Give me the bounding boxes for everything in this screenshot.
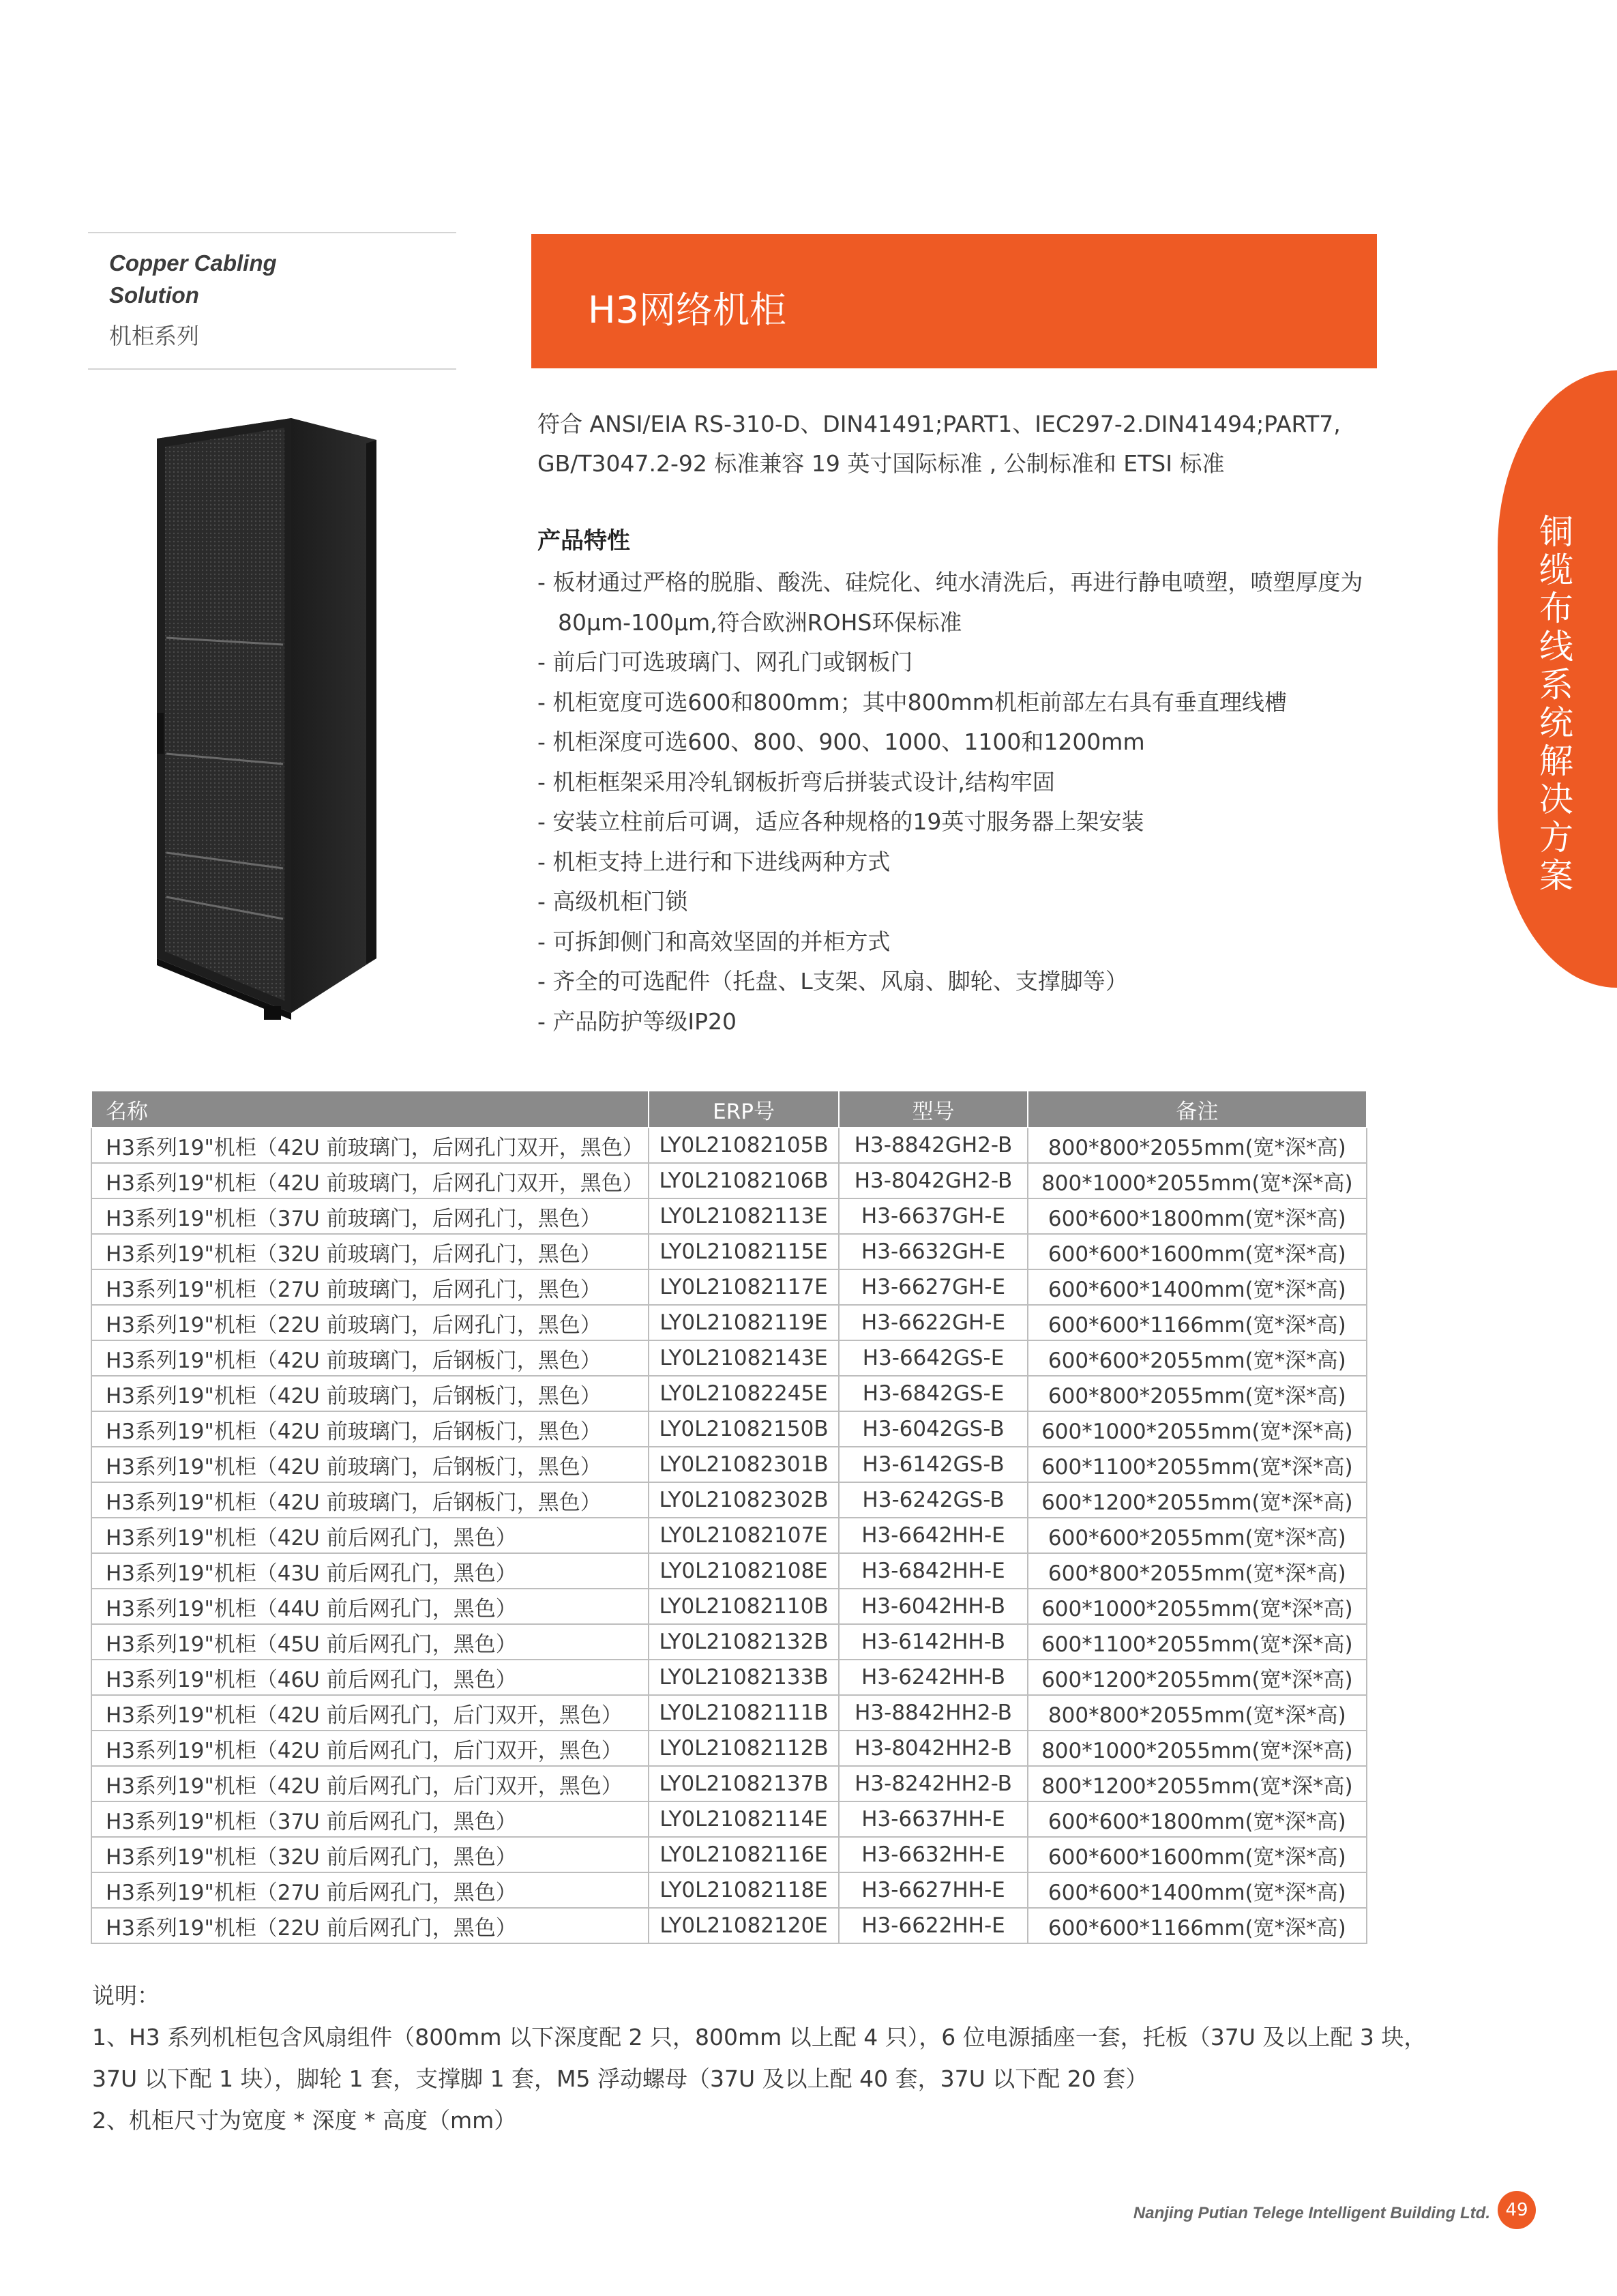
side-tab-char: 统 [1539, 703, 1573, 743]
cell-erp: LY0L21082302B [649, 1482, 840, 1518]
cell-model: H3-6042HH-B [839, 1589, 1027, 1624]
note-line: 1、H3 系列机柜包含风扇组件（800mm 以下深度配 2 只，800mm 以上配 4 只），6 位电源插座一套，托板（37U 及以上配 3 块， [92, 2024, 1427, 2050]
cell-model: H3-6632GH-E [839, 1234, 1027, 1269]
cell-erp: LY0L21082111B [649, 1695, 840, 1731]
cell-model: H3-6642HH-E [839, 1518, 1027, 1553]
cell-note: 600*600*1800mm(宽*深*高) [1028, 1198, 1367, 1234]
cell-name: H3系列19"机柜（37U 前玻璃门，后网孔门，黑色） [91, 1198, 649, 1234]
cell-model: H3-6842HH-E [839, 1553, 1027, 1589]
features-heading: 产品特性 [537, 527, 630, 555]
footer-company: Nanjing Putian Telege Intelligent Building Ltd. [1133, 2204, 1490, 2222]
cell-note: 600*600*1800mm(宽*深*高) [1028, 1801, 1367, 1837]
network-cabinet-image [151, 413, 390, 1020]
cell-erp: LY0L21082105B [649, 1128, 840, 1163]
side-tab-char: 缆 [1539, 550, 1573, 590]
cell-note: 800*1200*2055mm(宽*深*高) [1028, 1766, 1367, 1801]
cell-note: 600*1000*2055mm(宽*深*高) [1028, 1411, 1367, 1447]
cell-erp: LY0L21082301B [649, 1447, 840, 1482]
cell-name: H3系列19"机柜（37U 前后网孔门，黑色） [91, 1801, 649, 1837]
table-row [91, 1340, 1367, 1376]
cell-erp: LY0L21082112B [649, 1731, 840, 1766]
side-section-label [1522, 513, 1590, 895]
standards-line2: GB/T3047.2-92 标准兼容 19 英寸国际标准 , 公制标准和 ETSI 标准 [537, 450, 1225, 477]
cell-model: H3-8042GH2-B [839, 1163, 1027, 1198]
cell-name: H3系列19"机柜（42U 前后网孔门，后门双开，黑色） [91, 1695, 649, 1731]
brand-chinese: 机柜系列 [109, 323, 199, 349]
cell-name: H3系列19"机柜（42U 前玻璃门，后网孔门双开，黑色） [91, 1163, 649, 1198]
spec-table [91, 1090, 1367, 1944]
cell-note: 800*800*2055mm(宽*深*高) [1028, 1128, 1367, 1163]
cell-model: H3-6142GS-B [839, 1447, 1027, 1482]
cell-note: 800*800*2055mm(宽*深*高) [1028, 1695, 1367, 1731]
cell-erp: LY0L21082137B [649, 1766, 840, 1801]
cell-model: H3-6627HH-E [839, 1872, 1027, 1908]
table-row [91, 1766, 1367, 1801]
column-header-model: 型号 [839, 1091, 1027, 1128]
table-row [91, 1482, 1367, 1518]
table-row [91, 1553, 1367, 1589]
cell-name: H3系列19"机柜（44U 前后网孔门，黑色） [91, 1589, 649, 1624]
table-row [91, 1801, 1367, 1837]
table-row [91, 1872, 1367, 1908]
feature-item: - 机柜框架采用冷轧钢板折弯后拼装式设计,结构牢固 [537, 768, 1055, 795]
cell-note: 600*800*2055mm(宽*深*高) [1028, 1553, 1367, 1589]
feature-item: - 可拆卸侧门和高效坚固的并柜方式 [537, 928, 891, 955]
cell-name: H3系列19"机柜（42U 前玻璃门，后钢板门，黑色） [91, 1376, 649, 1411]
cell-model: H3-6637GH-E [839, 1198, 1027, 1234]
table-row [91, 1305, 1367, 1340]
table-row [91, 1234, 1367, 1269]
table-body [91, 1128, 1367, 1943]
cell-name: H3系列19"机柜（32U 前玻璃门，后网孔门，黑色） [91, 1234, 649, 1269]
brand-english [109, 247, 382, 311]
cell-model: H3-8242HH2-B [839, 1766, 1027, 1801]
cell-name: H3系列19"机柜（45U 前后网孔门，黑色） [91, 1624, 649, 1660]
table-row [91, 1411, 1367, 1447]
cell-model: H3-6042GS-B [839, 1411, 1027, 1447]
cell-model: H3-6142HH-B [839, 1624, 1027, 1660]
cell-note: 600*600*2055mm(宽*深*高) [1028, 1518, 1367, 1553]
cell-name: H3系列19"机柜（42U 前玻璃门，后钢板门，黑色） [91, 1447, 649, 1482]
feature-item: - 安装立柱前后可调，适应各种规格的19英寸服务器上架安装 [537, 808, 1144, 835]
cell-name: H3系列19"机柜（43U 前后网孔门，黑色） [91, 1553, 649, 1589]
brand-english-line2: Solution [109, 282, 199, 308]
cell-model: H3-8042HH2-B [839, 1731, 1027, 1766]
cell-note: 600*600*1400mm(宽*深*高) [1028, 1872, 1367, 1908]
table-row [91, 1518, 1367, 1553]
table-row [91, 1447, 1367, 1482]
cell-note: 800*1000*2055mm(宽*深*高) [1028, 1163, 1367, 1198]
side-tab-char: 铜 [1539, 512, 1573, 552]
cell-name: H3系列19"机柜（46U 前后网孔门，黑色） [91, 1660, 649, 1695]
feature-item: - 前后门可选玻璃门、网孔门或钢板门 [537, 649, 913, 675]
cell-note: 600*600*1166mm(宽*深*高) [1028, 1908, 1367, 1943]
standards-line1: 符合 ANSI/EIA RS-310-D、DIN41491;PART1、IEC297-2.DIN41494;PART7, [537, 411, 1341, 437]
cell-erp: LY0L21082108E [649, 1553, 840, 1589]
cell-name: H3系列19"机柜（42U 前玻璃门，后钢板门，黑色） [91, 1482, 649, 1518]
cell-erp: LY0L21082110B [649, 1589, 840, 1624]
column-header-note: 备注 [1028, 1091, 1367, 1128]
table-row [91, 1198, 1367, 1234]
cell-erp: LY0L21082119E [649, 1305, 840, 1340]
column-header-name: 名称 [91, 1091, 649, 1128]
page-number: 49 [1498, 2191, 1536, 2229]
cell-model: H3-6637HH-E [839, 1801, 1027, 1837]
cell-model: H3-6242GS-B [839, 1482, 1027, 1518]
cell-name: H3系列19"机柜（27U 前玻璃门，后网孔门，黑色） [91, 1269, 649, 1305]
feature-item: - 产品防护等级IP20 [537, 1007, 737, 1035]
cell-note: 600*1100*2055mm(宽*深*高) [1028, 1447, 1367, 1482]
header-divider-top [88, 232, 456, 233]
cell-name: H3系列19"机柜（22U 前玻璃门，后网孔门，黑色） [91, 1305, 649, 1340]
cell-erp: LY0L21082132B [649, 1624, 840, 1660]
cell-note: 600*600*1600mm(宽*深*高) [1028, 1234, 1367, 1269]
table-row [91, 1163, 1367, 1198]
cell-erp: LY0L21082118E [649, 1872, 840, 1908]
feature-item: - 机柜宽度可选600和800mm；其中800mm机柜前部左右具有垂直理线槽 [537, 688, 1287, 716]
cell-model: H3-8842GH2-B [839, 1128, 1027, 1163]
table-row [91, 1660, 1367, 1695]
cell-note: 600*1200*2055mm(宽*深*高) [1028, 1482, 1367, 1518]
cell-model: H3-6242HH-B [839, 1660, 1027, 1695]
feature-item: - 机柜深度可选600、800、900、1000、1100和1200mm [537, 728, 1145, 755]
cell-erp: LY0L21082150B [649, 1411, 840, 1447]
side-tab-char: 方 [1539, 818, 1573, 857]
cell-name: H3系列19"机柜（42U 前后网孔门，黑色） [91, 1518, 649, 1553]
cell-erp: LY0L21082117E [649, 1269, 840, 1305]
brand-english-line1: Copper Cabling [109, 250, 277, 276]
note-line: 37U 以下配 1 块），脚轮 1 套，支撑脚 1 套，M5 浮动螺母（37U 及以上配 40 套，37U 以下配 20 套） [92, 2065, 1148, 2092]
feature-item: - 板材通过严格的脱脂、酸洗、硅烷化、纯水清洗后，再进行静电喷塑，喷塑厚度为80μm-100μm,符合欧洲ROHS环保标准 [537, 569, 1363, 636]
cell-name: H3系列19"机柜（22U 前后网孔门，黑色） [91, 1908, 649, 1943]
side-tab-char: 解 [1539, 741, 1573, 781]
cell-erp: LY0L21082113E [649, 1198, 840, 1234]
cell-name: H3系列19"机柜（32U 前后网孔门，黑色） [91, 1837, 649, 1872]
cell-erp: LY0L21082120E [649, 1908, 840, 1943]
table-row [91, 1731, 1367, 1766]
side-tab-char: 系 [1539, 665, 1573, 705]
table-row [91, 1128, 1367, 1163]
cell-note: 800*1000*2055mm(宽*深*高) [1028, 1731, 1367, 1766]
cell-model: H3-6622HH-E [839, 1908, 1027, 1943]
cell-erp: LY0L21082143E [649, 1340, 840, 1376]
cell-name: H3系列19"机柜（42U 前玻璃门，后网孔门双开，黑色） [91, 1128, 649, 1163]
side-tab-char: 决 [1539, 780, 1573, 819]
cell-erp: LY0L21082115E [649, 1234, 840, 1269]
table-row [91, 1624, 1367, 1660]
column-header-erp: ERP号 [649, 1091, 840, 1128]
table-row [91, 1589, 1367, 1624]
table-header-row [91, 1091, 1367, 1128]
notes-heading: 说明： [92, 1982, 160, 2009]
cell-name: H3系列19"机柜（42U 前玻璃门，后钢板门，黑色） [91, 1340, 649, 1376]
cell-erp: LY0L21082106B [649, 1163, 840, 1198]
table-row [91, 1908, 1367, 1943]
table-row [91, 1376, 1367, 1411]
standards-paragraph [537, 404, 1390, 484]
notes-section [92, 1975, 1427, 2141]
cell-model: H3-6632HH-E [839, 1837, 1027, 1872]
table-row [91, 1695, 1367, 1731]
cell-note: 600*600*2055mm(宽*深*高) [1028, 1340, 1367, 1376]
page-title: H3网络机柜 [588, 289, 786, 332]
feature-item: - 机柜支持上进行和下进线两种方式 [537, 848, 891, 875]
header-divider-bottom [88, 368, 456, 370]
cell-erp: LY0L21082133B [649, 1660, 840, 1695]
cell-name: H3系列19"机柜（42U 前后网孔门，后门双开，黑色） [91, 1766, 649, 1801]
cell-model: H3-6622GH-E [839, 1305, 1027, 1340]
cell-note: 600*600*1600mm(宽*深*高) [1028, 1837, 1367, 1872]
feature-item: - 齐全的可选配件（托盘、L支架、风扇、脚轮、支撑脚等） [537, 968, 1128, 995]
cell-name: H3系列19"机柜（42U 前玻璃门，后钢板门，黑色） [91, 1411, 649, 1447]
side-tab-char: 布 [1539, 589, 1573, 628]
cell-note: 600*600*1400mm(宽*深*高) [1028, 1269, 1367, 1305]
cell-note: 600*1200*2055mm(宽*深*高) [1028, 1660, 1367, 1695]
cell-erp: LY0L21082116E [649, 1837, 840, 1872]
cell-erp: LY0L21082107E [649, 1518, 840, 1553]
side-tab-char: 线 [1539, 627, 1573, 666]
cell-model: H3-8842HH2-B [839, 1695, 1027, 1731]
cell-model: H3-6842GS-E [839, 1376, 1027, 1411]
note-line: 2、机柜尺寸为宽度 * 深度 * 高度（mm） [92, 2107, 517, 2134]
features-list [537, 563, 1383, 1042]
cell-model: H3-6627GH-E [839, 1269, 1027, 1305]
cell-note: 600*600*1166mm(宽*深*高) [1028, 1305, 1367, 1340]
side-tab-char: 案 [1539, 856, 1573, 896]
cell-model: H3-6642GS-E [839, 1340, 1027, 1376]
cell-note: 600*1000*2055mm(宽*深*高) [1028, 1589, 1367, 1624]
cell-name: H3系列19"机柜（27U 前后网孔门，黑色） [91, 1872, 649, 1908]
cell-note: 600*1100*2055mm(宽*深*高) [1028, 1624, 1367, 1660]
table-row [91, 1837, 1367, 1872]
table-row [91, 1269, 1367, 1305]
cell-erp: LY0L21082245E [649, 1376, 840, 1411]
cell-note: 600*800*2055mm(宽*深*高) [1028, 1376, 1367, 1411]
cell-name: H3系列19"机柜（42U 前后网孔门，后门双开，黑色） [91, 1731, 649, 1766]
feature-item: - 高级机柜门锁 [537, 888, 688, 915]
cell-erp: LY0L21082114E [649, 1801, 840, 1837]
